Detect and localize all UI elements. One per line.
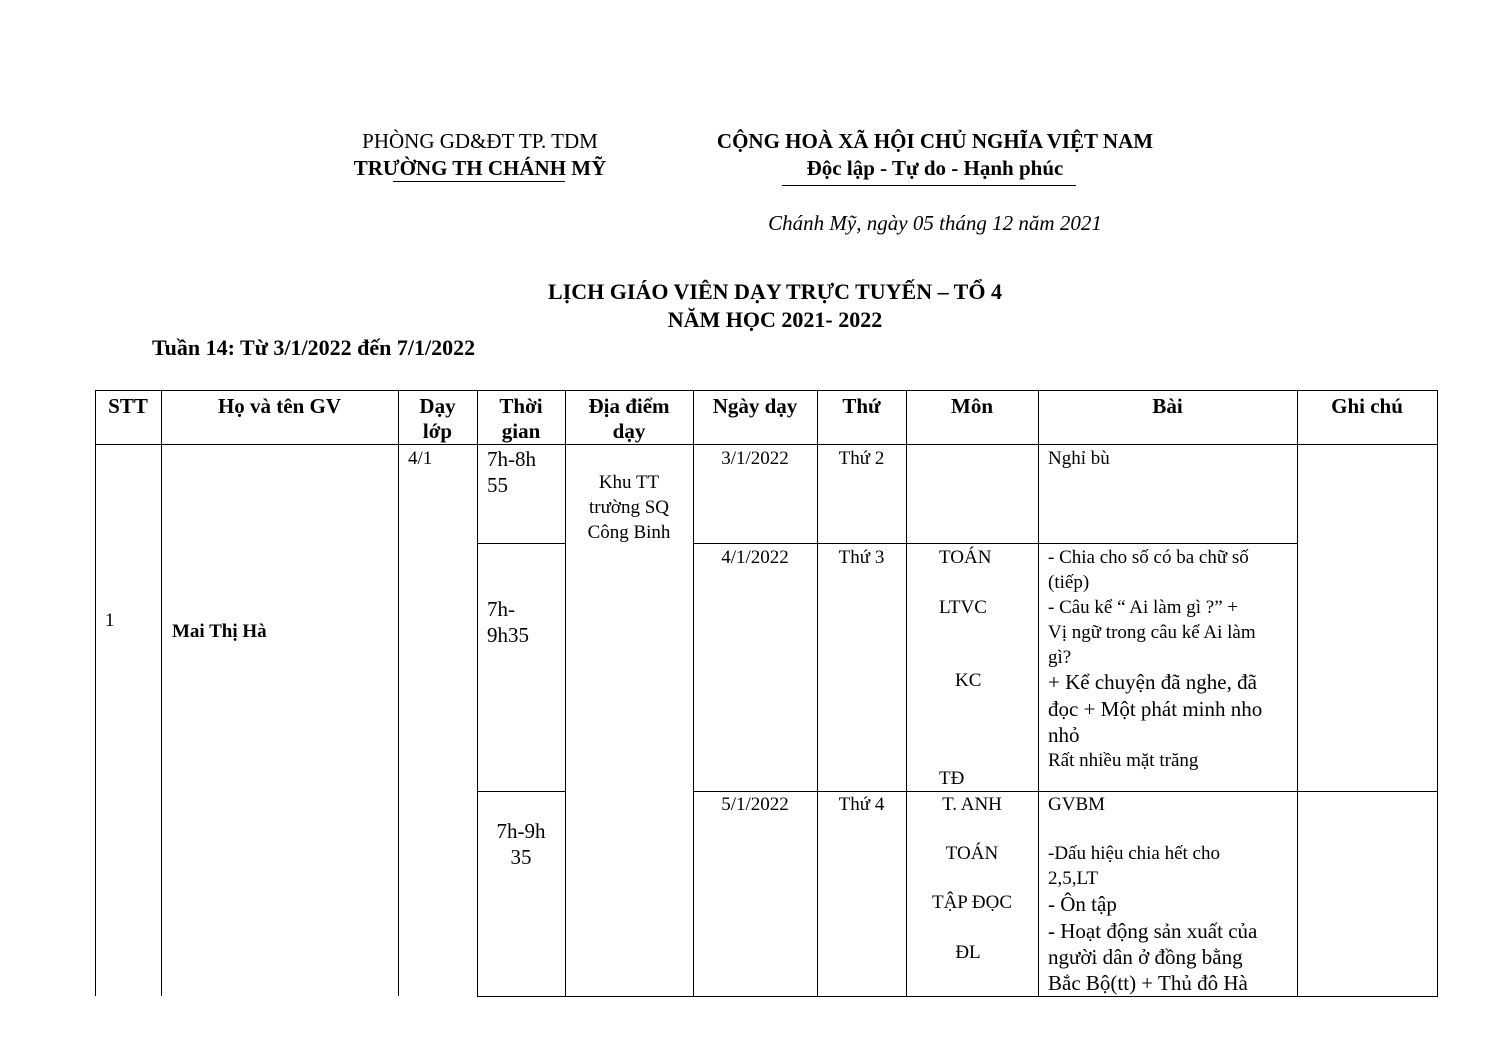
- school-name: TRƯỜNG TH CHÁNH MỸ: [353, 156, 607, 180]
- time-cell: 9h35: [487, 623, 529, 647]
- header-stt: STT: [108, 394, 148, 418]
- time-cell: 55: [487, 473, 508, 497]
- col-border: [95, 444, 96, 996]
- date-line: Chánh Mỹ, ngày 05 tháng 12 năm 2021: [768, 211, 1102, 235]
- weekday-cell: Thứ 4: [838, 794, 885, 815]
- weekday-cell: Thứ 3: [838, 547, 885, 568]
- week-range: Tuần 14: Từ 3/1/2022 đến 7/1/2022: [152, 335, 476, 360]
- place-cell: trường SQ: [589, 497, 669, 518]
- lesson-cell: 2,5,LT: [1048, 868, 1098, 889]
- date-cell: 3/1/2022: [721, 448, 789, 469]
- table-top-border: [95, 390, 1438, 391]
- col-border: [817, 390, 818, 997]
- time-cell: 7h-8h: [487, 447, 536, 471]
- col-border: [477, 390, 478, 997]
- lesson-cell: đọc + Một phát minh nho: [1048, 697, 1263, 721]
- lesson-cell: Rất nhiều mặt trăng: [1048, 750, 1199, 771]
- department-name: PHÒNG GD&ĐT TP. TDM: [362, 129, 598, 153]
- header-lesson: Bài: [1152, 394, 1183, 418]
- header-weekday: Thứ: [842, 394, 881, 418]
- col-border: [398, 390, 399, 996]
- header-time: gian: [501, 419, 541, 443]
- subject-cell: LTVC: [939, 597, 987, 618]
- lesson-cell: Bắc Bộ(tt) + Thủ đô Hà: [1048, 971, 1248, 995]
- time-cell: 7h-9h: [496, 819, 546, 843]
- col-border: [1437, 390, 1438, 997]
- lesson-cell: Nghỉ bù: [1048, 448, 1110, 469]
- row2-note-border: [1297, 791, 1438, 792]
- header-subject: Môn: [951, 394, 993, 418]
- teacher-name: Mai Thị Hà: [172, 621, 267, 642]
- lesson-cell: nhỏ: [1048, 723, 1080, 747]
- time-cell: 35: [510, 845, 532, 869]
- table-bottom-border: [477, 996, 1438, 997]
- country-name: CỘNG HOÀ XÃ HỘI CHỦ NGHĨA VIỆT NAM: [716, 129, 1154, 153]
- lesson-cell: + Kể chuyện đã nghe, đã: [1048, 670, 1257, 694]
- lesson-cell: - Ôn tập: [1048, 892, 1117, 916]
- header-class: Dạy: [419, 394, 456, 418]
- col-border: [161, 390, 162, 996]
- lesson-cell: (tiếp): [1048, 572, 1090, 593]
- header-date: Ngày dạy: [712, 394, 798, 418]
- header-place: dạy: [612, 419, 646, 443]
- lesson-cell: gì?: [1048, 647, 1072, 668]
- place-cell: Công Binh: [587, 522, 671, 543]
- place-cell: Khu TT: [598, 472, 660, 493]
- subject-cell: ĐL: [955, 942, 981, 963]
- header-teacher-name: Họ và tên GV: [217, 394, 342, 418]
- school-name-underline: [393, 181, 565, 182]
- schedule-title: LỊCH GIÁO VIÊN DẠY TRỰC TUYẾN – TỔ 4: [548, 279, 1002, 304]
- header-bottom-border: [95, 444, 1438, 445]
- lesson-cell: - Chia cho số có ba chữ số: [1048, 547, 1249, 568]
- row1-bottom-border: [693, 543, 1297, 544]
- subject-cell: KC: [955, 670, 982, 691]
- header-time: Thời: [499, 394, 543, 418]
- lesson-cell: - Câu kể “ Ai làm gì ?” +: [1048, 597, 1239, 618]
- class-cell: 4/1: [408, 448, 433, 469]
- subject-cell: TOÁN: [945, 843, 999, 864]
- motto-underline: [782, 185, 1076, 186]
- col-border: [693, 390, 694, 997]
- date-cell: 4/1/2022: [721, 547, 789, 568]
- lesson-cell: Vị ngữ trong câu kể Ai làm: [1048, 622, 1256, 643]
- weekday-cell: Thứ 2: [838, 448, 885, 469]
- school-year: NĂM HỌC 2021- 2022: [667, 307, 883, 332]
- lesson-cell: GVBM: [1048, 794, 1106, 815]
- subject-cell: TẬP ĐỌC: [931, 892, 1013, 913]
- lesson-cell: người dân ở đồng bằng: [1048, 945, 1243, 969]
- col-border: [1297, 390, 1298, 997]
- motto: Độc lập - Tự do - Hạnh phúc: [806, 156, 1064, 180]
- time-cell: 7h-: [487, 597, 515, 621]
- subject-cell: T. ANH: [942, 794, 1002, 815]
- stt-cell: 1: [105, 610, 115, 631]
- header-note: Ghi chú: [1331, 394, 1403, 418]
- row1-bottom-border: [477, 543, 566, 544]
- subject-cell: TOÁN: [939, 547, 992, 568]
- header-class: lớp: [422, 419, 453, 443]
- row2-bottom-border: [477, 791, 566, 792]
- header-place: Địa điểm: [588, 394, 670, 418]
- col-border: [1038, 390, 1039, 997]
- subject-cell: TĐ: [939, 768, 965, 789]
- date-cell: 5/1/2022: [721, 794, 789, 815]
- lesson-cell: -Dấu hiệu chia hết cho: [1048, 843, 1220, 864]
- lesson-cell: - Hoạt động sản xuất của: [1048, 919, 1258, 943]
